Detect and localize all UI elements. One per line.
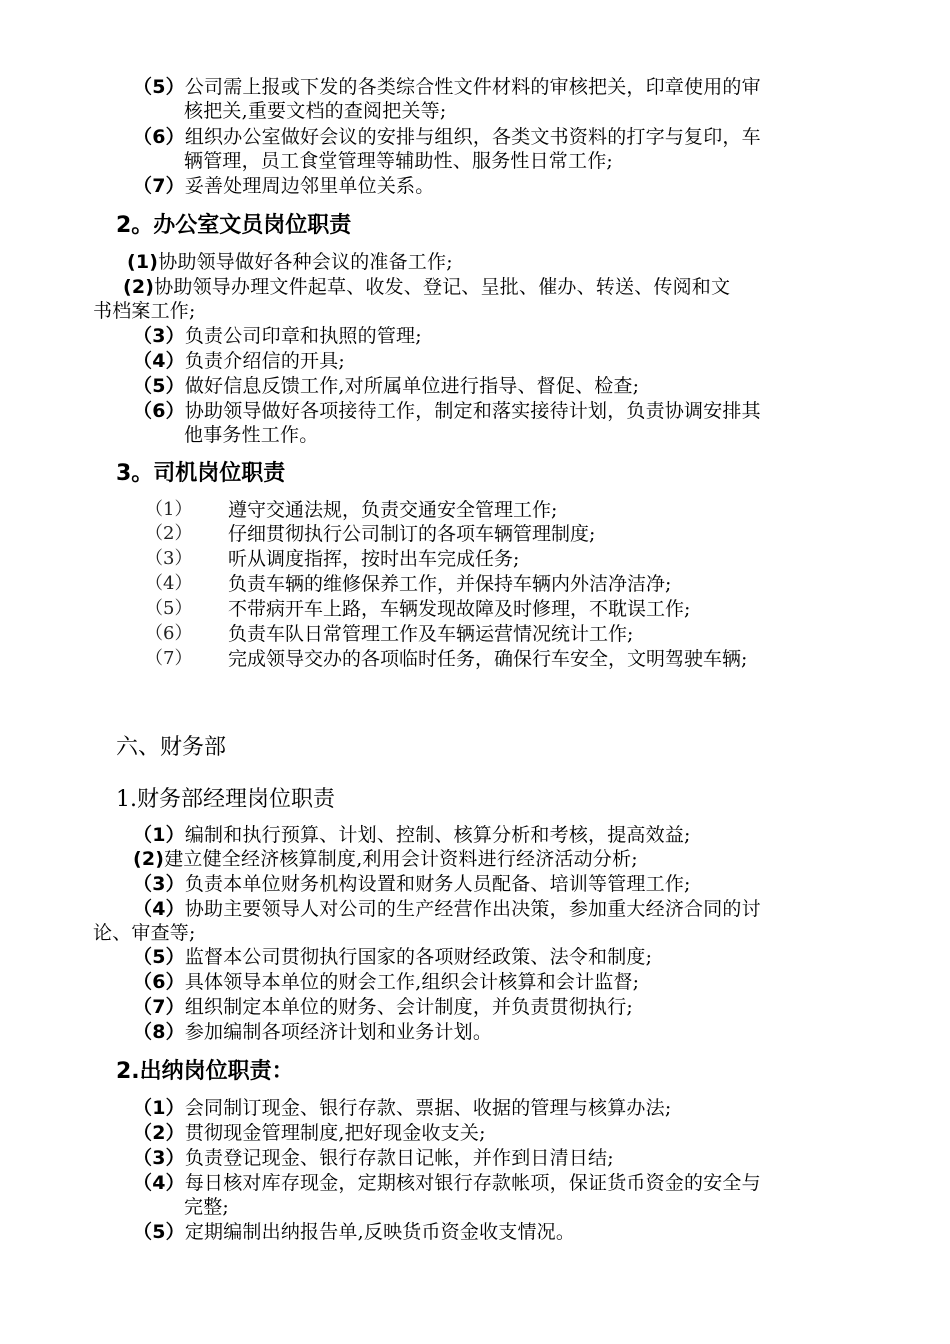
item-number: （5）	[145, 598, 193, 619]
item-number: （1）	[133, 824, 185, 846]
item-number: （4）	[145, 573, 193, 594]
item-text: 做好信息反馈工作,对所属单位进行指导、督促、检查;	[184, 375, 640, 397]
item-number: （5）	[133, 946, 185, 968]
item-text: 组织办公室做好会议的安排与组织，各类文书资料的打字与复印，车	[184, 126, 761, 148]
item-text: 负责公司印章和执照的管理;	[184, 325, 422, 347]
item-text: 会同制订现金、银行存款、票据、收据的管理与核算办法;	[184, 1097, 672, 1119]
item-text: 协助领导做好各种会议的准备工作;	[158, 251, 453, 273]
section-heading-clerk: 2。办公室文员岗位职责	[116, 213, 352, 238]
item-text: 负责本单位财务机构设置和财务人员配备、培训等管理工作;	[184, 873, 691, 895]
item-number: （7）	[133, 996, 185, 1018]
item-text: 妥善处理周边邻里单位关系。	[184, 175, 435, 197]
list-item	[133, 897, 761, 921]
list-item	[133, 970, 639, 994]
item-text: 负责车辆的维修保养工作，并保持车辆内外洁净洁净;	[228, 573, 672, 595]
item-text: 具体领导本单位的财会工作,组织会计核算和会计监督;	[184, 971, 640, 993]
item-number: （3）	[133, 1147, 185, 1169]
list-item	[127, 250, 453, 274]
item-text: 完成领导交办的各项临时任务，确保行车安全，文明驾驶车辆;	[228, 648, 748, 670]
list-item	[133, 1121, 486, 1145]
item-number: （6）	[133, 400, 185, 422]
item-number: （1）	[133, 1097, 185, 1119]
item-text: 每日核对库存现金，定期核对银行存款帐项，保证货币资金的安全与	[184, 1172, 761, 1194]
item-number: （6）	[133, 971, 185, 993]
item-text: 协助领导办理文件起草、收发、登记、呈批、催办、转送、传阅和文	[154, 276, 731, 298]
list-item	[133, 847, 638, 871]
item-text: 参加编制各项经济计划和业务计划。	[184, 1021, 493, 1043]
list-item	[133, 823, 691, 847]
item-continuation: 论、审查等;	[93, 922, 196, 944]
item-number: （1）	[145, 499, 193, 520]
item-number: （7）	[145, 648, 193, 669]
item-continuation: 他事务性工作。	[184, 424, 319, 446]
chapter-heading-finance: 六、财务部	[116, 735, 227, 760]
item-number: （4）	[133, 898, 185, 920]
item-number: （3）	[133, 873, 185, 895]
item-number: （2）	[133, 1122, 185, 1144]
item-text: 负责登记现金、银行存款日记帐，并作到日清日结;	[184, 1147, 614, 1169]
item-number: （5）	[133, 375, 185, 397]
item-text: 负责车队日常管理工作及车辆运营情况统计工作;	[228, 623, 634, 645]
list-item	[133, 945, 652, 969]
item-number: （4）	[133, 1172, 185, 1194]
item-number: （5）	[133, 76, 185, 98]
item-number: （6）	[133, 126, 185, 148]
item-number: (2)	[133, 848, 165, 870]
item-number: （3）	[145, 548, 193, 569]
item-number: （5）	[133, 1221, 185, 1243]
item-text: 不带病开车上路，车辆发现故障及时修理，不耽误工作;	[228, 598, 691, 620]
item-text: 听从调度指挥，按时出车完成任务;	[228, 548, 520, 570]
list-item	[133, 174, 434, 198]
list-item	[133, 1220, 575, 1244]
item-number: （8）	[133, 1021, 185, 1043]
list-item	[133, 1020, 492, 1044]
list-item	[133, 324, 422, 348]
item-text: 定期编制出纳报告单,反映货币资金收支情况。	[184, 1221, 576, 1243]
item-text: 监督本公司贯彻执行国家的各项财经政策、法令和制度;	[184, 946, 653, 968]
item-number: （3）	[133, 325, 185, 347]
item-text: 编制和执行预算、计划、控制、核算分析和考核，提高效益;	[184, 824, 691, 846]
list-item	[133, 75, 761, 99]
item-text: 贯彻现金管理制度,把好现金收支关;	[184, 1122, 486, 1144]
item-text: 仔细贯彻执行公司制订的各项车辆管理制度;	[228, 523, 596, 545]
item-text: 组织制定本单位的财务、会计制度，并负责贯彻执行;	[184, 996, 634, 1018]
list-item	[123, 275, 730, 299]
item-text: 公司需上报或下发的各类综合性文件材料的审核把关，印章使用的审	[184, 76, 761, 98]
list-item	[133, 399, 761, 423]
item-continuation: 完整;	[184, 1196, 230, 1218]
item-text: 遵守交通法规，负责交通安全管理工作;	[228, 499, 558, 521]
section-heading-finance-manager: 1.财务部经理岗位职责	[116, 787, 335, 812]
list-item	[133, 1146, 614, 1170]
list-item	[133, 1171, 761, 1195]
item-text: 负责介绍信的开具;	[184, 350, 346, 372]
item-number: (1)	[127, 251, 159, 273]
list-item	[133, 872, 691, 896]
item-number: （6）	[145, 623, 193, 644]
item-continuation: 书档案工作;	[93, 300, 196, 322]
item-text: 建立健全经济核算制度,利用会计资料进行经济活动分析;	[164, 848, 638, 870]
list-item	[133, 125, 761, 149]
item-number: （4）	[133, 350, 185, 372]
list-item	[133, 349, 345, 373]
item-continuation: 核把关,重要文档的查阅把关等;	[184, 100, 447, 122]
item-number: (2)	[123, 276, 155, 298]
item-number: （2）	[145, 523, 193, 544]
section-heading-driver: 3。司机岗位职责	[116, 461, 286, 486]
item-number: （7）	[133, 175, 185, 197]
item-text: 协助主要领导人对公司的生产经营作出决策，参加重大经济合同的讨	[184, 898, 761, 920]
list-item	[133, 995, 633, 1019]
section-heading-cashier: 2.出纳岗位职责：	[116, 1059, 294, 1084]
list-item	[133, 1096, 671, 1120]
item-text: 协助领导做好各项接待工作，制定和落实接待计划，负责协调安排其	[184, 400, 761, 422]
list-item	[133, 374, 639, 398]
item-continuation: 辆管理，员工食堂管理等辅助性、服务性日常工作;	[184, 150, 614, 172]
